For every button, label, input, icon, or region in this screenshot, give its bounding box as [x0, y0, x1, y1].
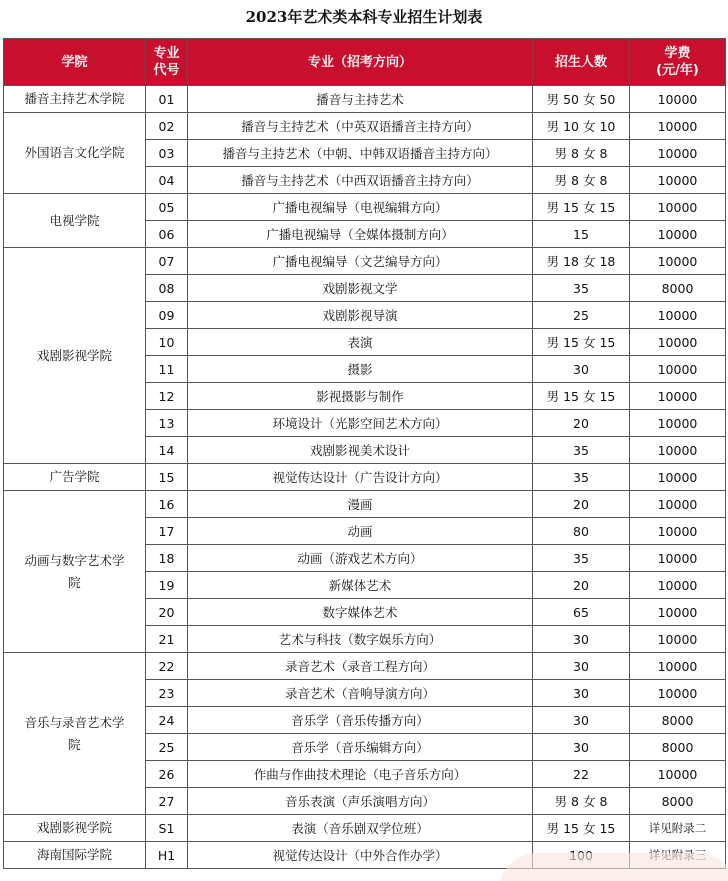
fee-cell: 10000 — [630, 248, 726, 275]
major-cell: 动画 — [188, 518, 533, 545]
quota-cell: 35 — [533, 437, 630, 464]
table-row — [4, 113, 726, 140]
code-cell: 07 — [146, 248, 188, 275]
fee-cell: 8000 — [630, 788, 726, 815]
major-cell: 录音艺术（录音工程方向） — [188, 653, 533, 680]
code-cell: 08 — [146, 275, 188, 302]
quota-cell: 男 18 女 18 — [533, 248, 630, 275]
fee-cell: 10000 — [630, 599, 726, 626]
quota-cell: 30 — [533, 356, 630, 383]
quota-cell: 男 15 女 15 — [533, 815, 630, 842]
code-cell: 13 — [146, 410, 188, 437]
fee-cell: 10000 — [630, 680, 726, 707]
quota-cell: 男 15 女 15 — [533, 194, 630, 221]
college-cell: 戏剧影视学院 — [4, 248, 146, 464]
quota-cell: 男 8 女 8 — [533, 788, 630, 815]
quota-cell: 30 — [533, 707, 630, 734]
fee-cell: 10000 — [630, 410, 726, 437]
code-cell: 04 — [146, 167, 188, 194]
major-cell: 影视摄影与制作 — [188, 383, 533, 410]
college-cell: 音乐与录音艺术学院 — [4, 653, 146, 815]
watermark-decoration — [458, 841, 728, 881]
fee-cell: 10000 — [630, 356, 726, 383]
table-row — [4, 464, 726, 491]
major-cell: 录音艺术（音响导演方向） — [188, 680, 533, 707]
header-college: 学院 — [4, 39, 146, 86]
code-cell: 06 — [146, 221, 188, 248]
fee-cell: 10000 — [630, 437, 726, 464]
header-fee: 学费 (元/年) — [630, 39, 726, 86]
fee-cell: 10000 — [630, 653, 726, 680]
quota-cell: 20 — [533, 491, 630, 518]
fee-cell: 8000 — [630, 275, 726, 302]
header-code: 专业 代号 — [146, 39, 188, 86]
code-cell: 26 — [146, 761, 188, 788]
major-cell: 播音与主持艺术（中英双语播音主持方向） — [188, 113, 533, 140]
quota-cell: 35 — [533, 464, 630, 491]
code-cell: 22 — [146, 653, 188, 680]
fee-cell: 10000 — [630, 491, 726, 518]
major-cell: 新媒体艺术 — [188, 572, 533, 599]
quota-cell: 35 — [533, 545, 630, 572]
header-major: 专业（招考方向） — [188, 39, 533, 86]
fee-cell: 10000 — [630, 383, 726, 410]
code-cell: S1 — [146, 815, 188, 842]
major-cell: 音乐表演（声乐演唱方向） — [188, 788, 533, 815]
major-cell: 漫画 — [188, 491, 533, 518]
code-cell: 14 — [146, 437, 188, 464]
major-cell: 音乐学（音乐传播方向） — [188, 707, 533, 734]
college-cell: 播音主持艺术学院 — [4, 86, 146, 113]
major-cell: 艺术与科技（数字娱乐方向） — [188, 626, 533, 653]
college-cell: 广告学院 — [4, 464, 146, 491]
major-cell: 广播电视编导（电视编辑方向） — [188, 194, 533, 221]
major-cell: 视觉传达设计（中外合作办学） — [188, 842, 533, 869]
college-cell: 海南国际学院 — [4, 842, 146, 869]
college-cell: 电视学院 — [4, 194, 146, 248]
code-cell: 25 — [146, 734, 188, 761]
code-cell: 15 — [146, 464, 188, 491]
fee-cell: 10000 — [630, 329, 726, 356]
code-cell: 21 — [146, 626, 188, 653]
quota-cell: 30 — [533, 680, 630, 707]
code-cell: 16 — [146, 491, 188, 518]
table-row — [4, 248, 726, 275]
code-cell: 05 — [146, 194, 188, 221]
table-header-row — [4, 39, 726, 86]
major-cell: 播音与主持艺术（中西双语播音主持方向） — [188, 167, 533, 194]
fee-cell: 10000 — [630, 140, 726, 167]
major-cell: 作曲与作曲技术理论（电子音乐方向） — [188, 761, 533, 788]
code-cell: 10 — [146, 329, 188, 356]
table-row — [4, 653, 726, 680]
quota-cell: 男 8 女 8 — [533, 140, 630, 167]
fee-cell: 10000 — [630, 113, 726, 140]
fee-cell: 10000 — [630, 464, 726, 491]
fee-cell: 10000 — [630, 626, 726, 653]
quota-cell: 22 — [533, 761, 630, 788]
quota-cell: 35 — [533, 275, 630, 302]
fee-cell: 8000 — [630, 734, 726, 761]
quota-cell: 30 — [533, 626, 630, 653]
table-row — [4, 491, 726, 518]
major-cell: 广播电视编导（全媒体摄制方向） — [188, 221, 533, 248]
fee-cell: 10000 — [630, 167, 726, 194]
page-title: 2023年艺术类本科专业招生计划表 — [245, 8, 483, 26]
code-cell: 11 — [146, 356, 188, 383]
code-cell: 20 — [146, 599, 188, 626]
major-cell: 动画（游戏艺术方向） — [188, 545, 533, 572]
fee-cell: 10000 — [630, 761, 726, 788]
college-cell: 外国语言文化学院 — [4, 113, 146, 194]
quota-cell: 20 — [533, 410, 630, 437]
college-cell: 动画与数字艺术学院 — [4, 491, 146, 653]
major-cell: 广播电视编导（文艺编导方向） — [188, 248, 533, 275]
major-cell: 表演（音乐剧双学位班） — [188, 815, 533, 842]
code-cell: 23 — [146, 680, 188, 707]
major-cell: 戏剧影视文学 — [188, 275, 533, 302]
quota-cell: 男 50 女 50 — [533, 86, 630, 113]
code-cell: 09 — [146, 302, 188, 329]
code-cell: 19 — [146, 572, 188, 599]
code-cell: 03 — [146, 140, 188, 167]
quota-cell: 30 — [533, 653, 630, 680]
major-cell: 播音与主持艺术（中朝、中韩双语播音主持方向） — [188, 140, 533, 167]
fee-cell: 8000 — [630, 707, 726, 734]
quota-cell: 20 — [533, 572, 630, 599]
major-cell: 环境设计（光影空间艺术方向） — [188, 410, 533, 437]
code-cell: 02 — [146, 113, 188, 140]
quota-cell: 男 8 女 8 — [533, 167, 630, 194]
enrollment-plan-table — [3, 38, 726, 869]
college-cell: 戏剧影视学院 — [4, 815, 146, 842]
code-cell: 01 — [146, 86, 188, 113]
major-cell: 播音与主持艺术 — [188, 86, 533, 113]
fee-cell: 10000 — [630, 86, 726, 113]
fee-cell: 10000 — [630, 194, 726, 221]
major-cell: 视觉传达设计（广告设计方向） — [188, 464, 533, 491]
quota-cell: 30 — [533, 734, 630, 761]
code-cell: H1 — [146, 842, 188, 869]
quota-cell: 15 — [533, 221, 630, 248]
major-cell: 戏剧影视导演 — [188, 302, 533, 329]
table-row — [4, 86, 726, 113]
code-cell: 17 — [146, 518, 188, 545]
fee-cell: 10000 — [630, 545, 726, 572]
quota-cell: 男 10 女 10 — [533, 113, 630, 140]
major-cell: 表演 — [188, 329, 533, 356]
major-cell: 数字媒体艺术 — [188, 599, 533, 626]
quota-cell: 65 — [533, 599, 630, 626]
header-quota: 招生人数 — [533, 39, 630, 86]
quota-cell: 男 15 女 15 — [533, 383, 630, 410]
table-row — [4, 815, 726, 842]
code-cell: 24 — [146, 707, 188, 734]
quota-cell: 80 — [533, 518, 630, 545]
table-row — [4, 194, 726, 221]
major-cell: 音乐学（音乐编辑方向） — [188, 734, 533, 761]
fee-cell: 10000 — [630, 518, 726, 545]
fee-cell: 详见附录二 — [630, 815, 726, 842]
code-cell: 18 — [146, 545, 188, 572]
fee-cell: 10000 — [630, 302, 726, 329]
fee-cell: 10000 — [630, 221, 726, 248]
code-cell: 27 — [146, 788, 188, 815]
major-cell: 摄影 — [188, 356, 533, 383]
quota-cell: 男 15 女 15 — [533, 329, 630, 356]
fee-cell: 10000 — [630, 572, 726, 599]
code-cell: 12 — [146, 383, 188, 410]
quota-cell: 25 — [533, 302, 630, 329]
major-cell: 戏剧影视美术设计 — [188, 437, 533, 464]
